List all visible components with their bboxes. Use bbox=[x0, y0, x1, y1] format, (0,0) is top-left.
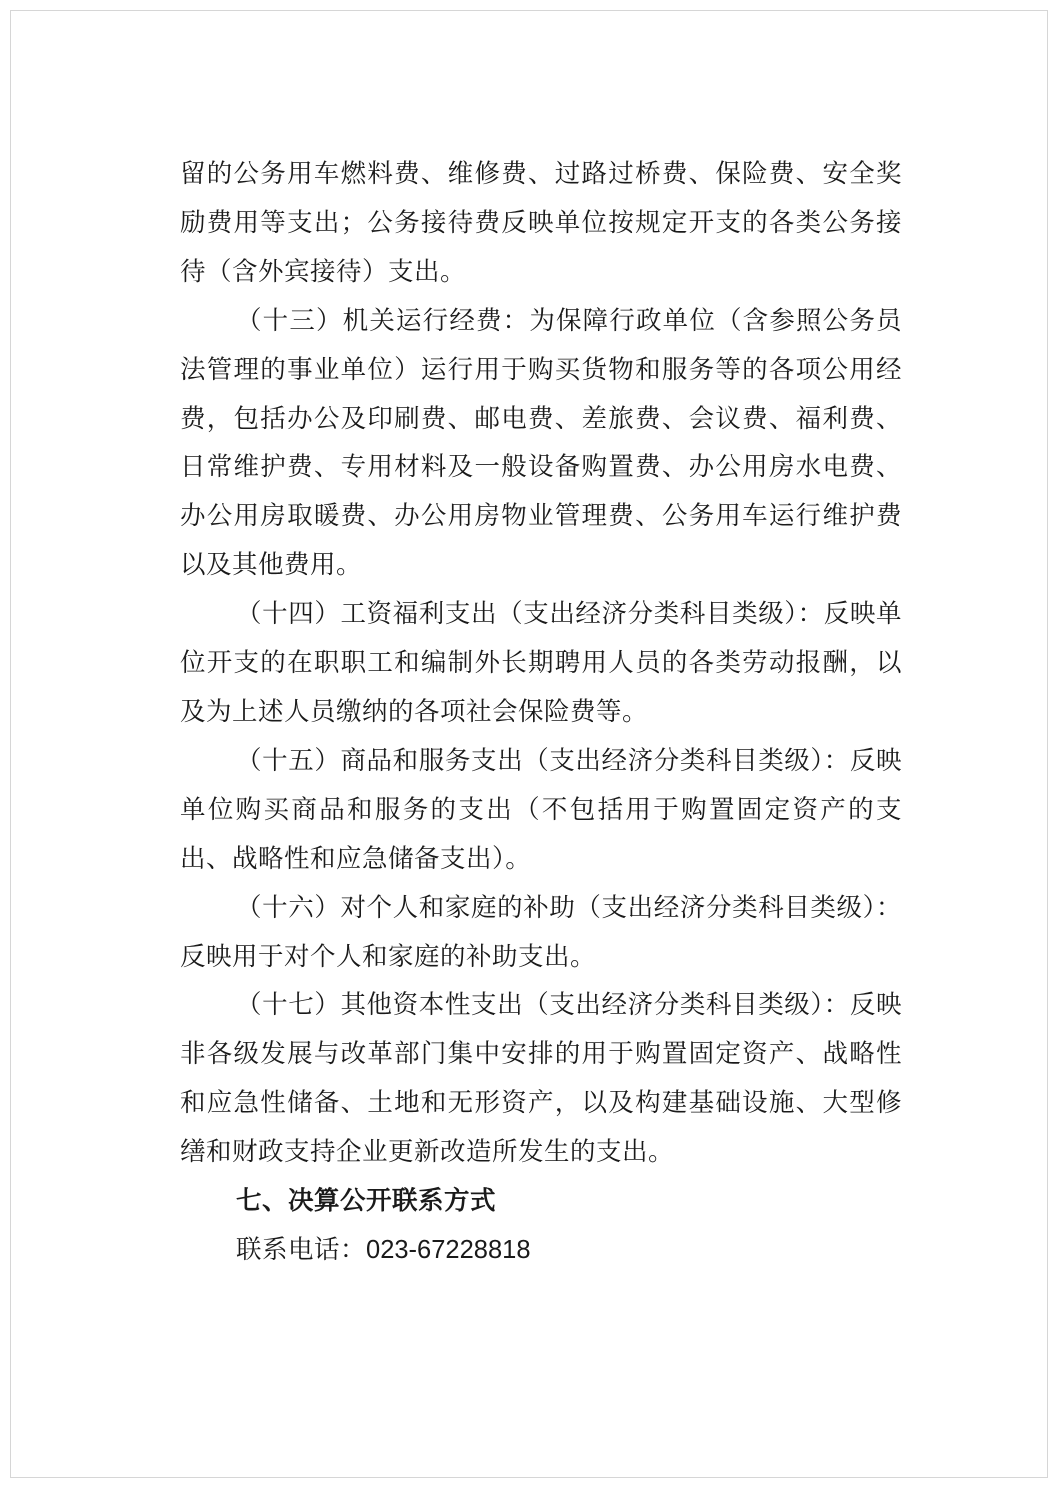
paragraph-item-17: （十七）其他资本性支出（支出经济分类科目类级）：反映非各级发展与改革部门集中安排的用于购置固定资产、战略性和应急性储备、土地和无形资产，以及构建基础设施、大型修缮和财政支持企业更新改造所发生的支出。 bbox=[180, 990, 902, 1168]
page-frame bbox=[10, 10, 1048, 1478]
contact-phone: 023-67228818 bbox=[366, 1235, 531, 1264]
paragraph-item-16: （十六）对个人和家庭的补助（支出经济分类科目类级）：反映用于对个人和家庭的补助支出。 bbox=[180, 892, 902, 972]
contact-line bbox=[180, 1226, 902, 1275]
section-heading: 七、决算公开联系方式 bbox=[236, 1186, 497, 1217]
document-body bbox=[180, 150, 902, 1275]
paragraph-continuation: 留的公务用车燃料费、维修费、过路过桥费、保险费、安全奖励费用等支出；公务接待费反映单位按规定开支的各类公务接待（含外宾接待）支出。 bbox=[180, 159, 902, 287]
contact-label: 联系电话： bbox=[236, 1234, 367, 1265]
paragraph-item-14: （十四）工资福利支出（支出经济分类科目类级）：反映单位开支的在职职工和编制外长期聘用人员的各类劳动报酬，以及为上述人员缴纳的各项社会保险费等。 bbox=[180, 599, 902, 727]
paragraph-item-15: （十五）商品和服务支出（支出经济分类科目类级）：反映单位购买商品和服务的支出（不包括用于购置固定资产的支出、战略性和应急储备支出）。 bbox=[180, 745, 902, 874]
paragraph-item-13: （十三）机关运行经费：为保障行政单位（含参照公务员法管理的事业单位）运行用于购买货物和服务等的各项公用经费，包括办公及印刷费、邮电费、差旅费、会议费、福利费、日常维护费、专用材料及一般设备购置费、办公用房水电费、办公用房取暖费、办公用房物业管理费、公务用车运行维护费以及其他费用。 bbox=[180, 305, 902, 581]
